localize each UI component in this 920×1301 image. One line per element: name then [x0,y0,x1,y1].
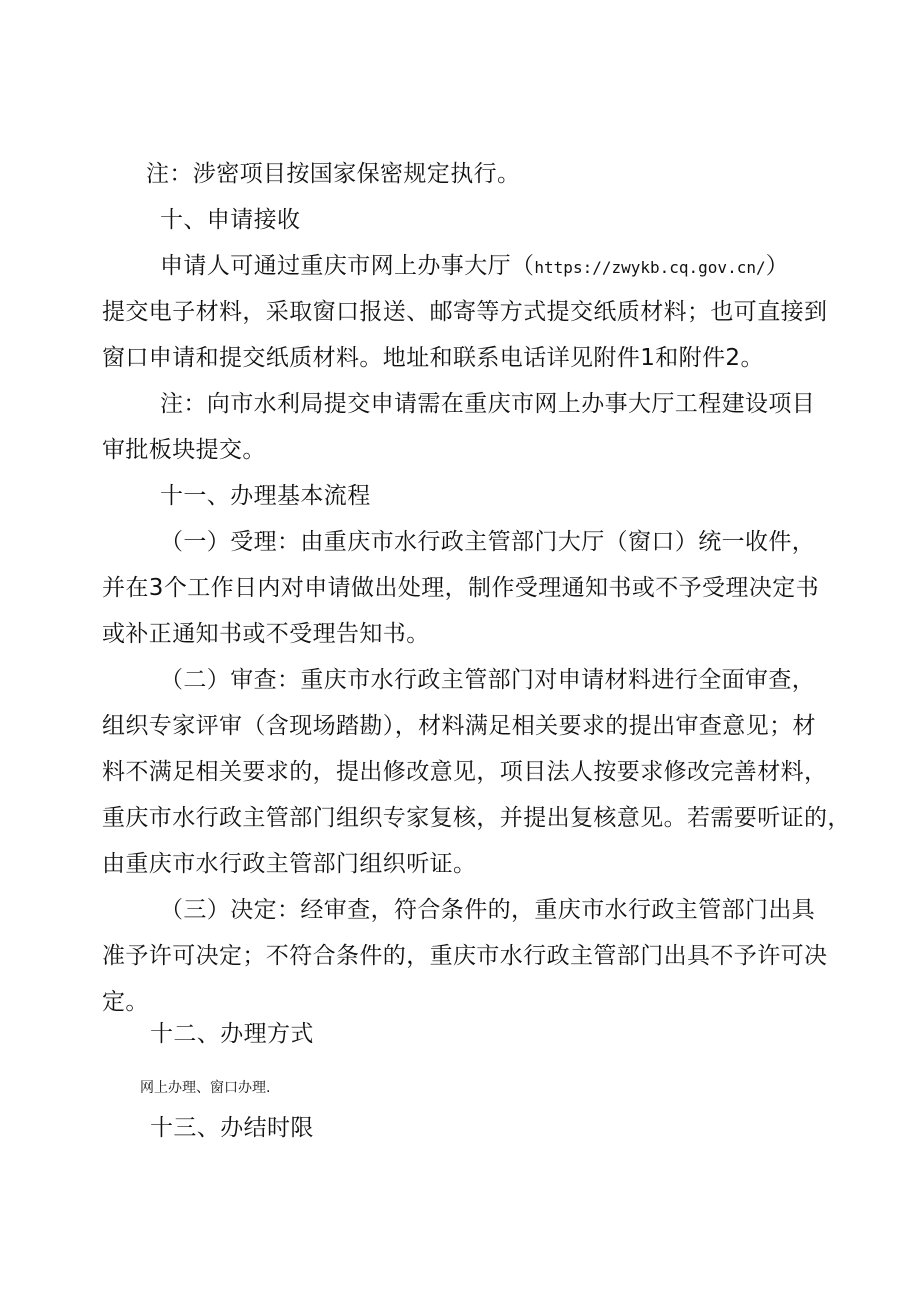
step-3-line-2: 准予许可决定；不符合条件的，重庆市水行政主管部门出具不予许可决 [102,943,828,969]
section-12-heading: 十二、办理方式 [150,1021,314,1047]
handling-method-text: 网上办理、窗口办理. [140,1080,271,1096]
section-13-heading: 十三、办结时限 [150,1115,314,1141]
section-11-heading: 十一、办理基本流程 [160,483,371,509]
website-url: https://zwykb.cq.gov.cn/ [534,258,766,277]
step-3-line-1: （三）决定：经审查，符合条件的，重庆市水行政主管部门出具 [160,897,816,923]
step-2-line-5: 由重庆市水行政主管部门组织听证。 [102,851,477,877]
note-submission-line-2: 审批板块提交。 [102,437,266,463]
note-classified-projects: 注：涉密项目按国家保密规定执行。 [146,161,521,187]
step-2-line-2: 组织专家评审（含现场踏勘），材料满足相关要求的提出审查意见；材 [102,713,816,739]
paragraph-application-line-1 [160,250,789,284]
note-submission-line-1: 注：向市水利局提交申请需在重庆市网上办事大厅工程建设项目 [160,391,816,417]
step-1-line-3: 或补正通知书或不受理告知书。 [102,621,430,647]
paragraph-application-text: 申请人可通过重庆市网上办事大厅（ [160,253,535,279]
step-1-line-1: （一）受理：由重庆市水行政主管部门大厅（窗口）统一收件， [160,529,816,555]
step-2-line-4: 重庆市水行政主管部门组织专家复核，并提出复核意见。若需要听证的， [102,805,851,831]
paragraph-application-line-2: 提交电子材料，采取窗口报送、邮寄等方式提交纸质材料；也可直接到 [102,299,828,325]
section-10-heading: 十、申请接收 [160,207,301,233]
paragraph-application-line-3: 窗口申请和提交纸质材料。地址和联系电话详见附件1和附件2。 [102,345,764,371]
step-2-line-3: 料不满足相关要求的，提出修改意见，项目法人按要求修改完善材料， [102,759,828,785]
closing-paren: ） [765,253,789,279]
step-3-line-3: 定。 [102,989,149,1015]
step-2-line-1: （二）审查：重庆市水行政主管部门对申请材料进行全面审查， [160,667,816,693]
step-1-line-2: 并在3个工作日内对申请做出处理，制作受理通知书或不予受理决定书 [102,575,820,601]
